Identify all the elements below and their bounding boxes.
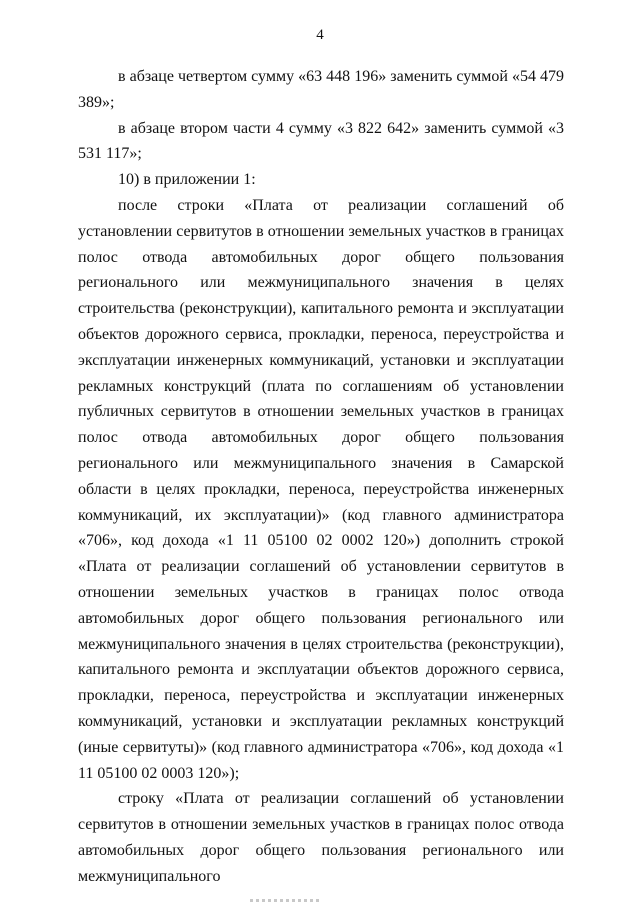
document-body — [78, 64, 564, 890]
paragraph-sum-change-1: в абзаце четвертом сумму «63 448 196» заменить суммой «54 479 389»; — [78, 68, 564, 111]
paragraph-appendix-item: 10) в приложении 1: — [118, 171, 256, 189]
page-number: 4 — [316, 27, 324, 43]
paragraph-sum-change-2: в абзаце втором части 4 сумму «3 822 642» заменить суммой «3 531 117»; — [78, 119, 564, 163]
page-footer-mark — [250, 899, 322, 902]
paragraph-after-line-insert: после строки «Плата от реализации соглашений об установлении сервитутов в отношении земельных участков в границах полос отвода автомобильных дорог общего пользования регионального или межмуниципального значения в целях строительства (реконструкции), капитального ремонта и эксплуатации объектов дорожного сервиса, прокладки, переноса, переустройства и эксплуатации инженерных коммуникаций, установки и эксплуатации рекламных конструкций (плата по соглашениям об установлении публичных сервитутов в отношении земельных участков в границах полос отвода автомобильных дорог общего пользования регионального или межмуниципального значения в Самарской области в целях прокладки, переноса, переустройства инженерных коммуникаций, их эксплуатации)» (код главного администратора «706», код дохода «1 11 05100 02 0002 120») дополнить строкой «Плата от реализации соглашений об установлении сервитутов в отношении земельных участков в границах полос отвода автомобильных дорог общего пользования регионального или межмуниципального значения в целях строительства (реконструкции), капитального ремонта и эксплуатации объектов дорожного сервиса, прокладки, переноса, переустройства и эксплуатации инженерных коммуникаций, установки и эксплуатации рекламных конструкций (иные сервитуты)» (код главного администратора «706», код дохода «1 11 05100 02 0003 120»); — [78, 196, 564, 782]
paragraph-line-replace: строку «Плата от реализации соглашений об установлении сервитутов в отношении земельных участков в границах полос отвода автомобильных дорог общего пользования регионального или межмуниципального — [78, 790, 564, 885]
